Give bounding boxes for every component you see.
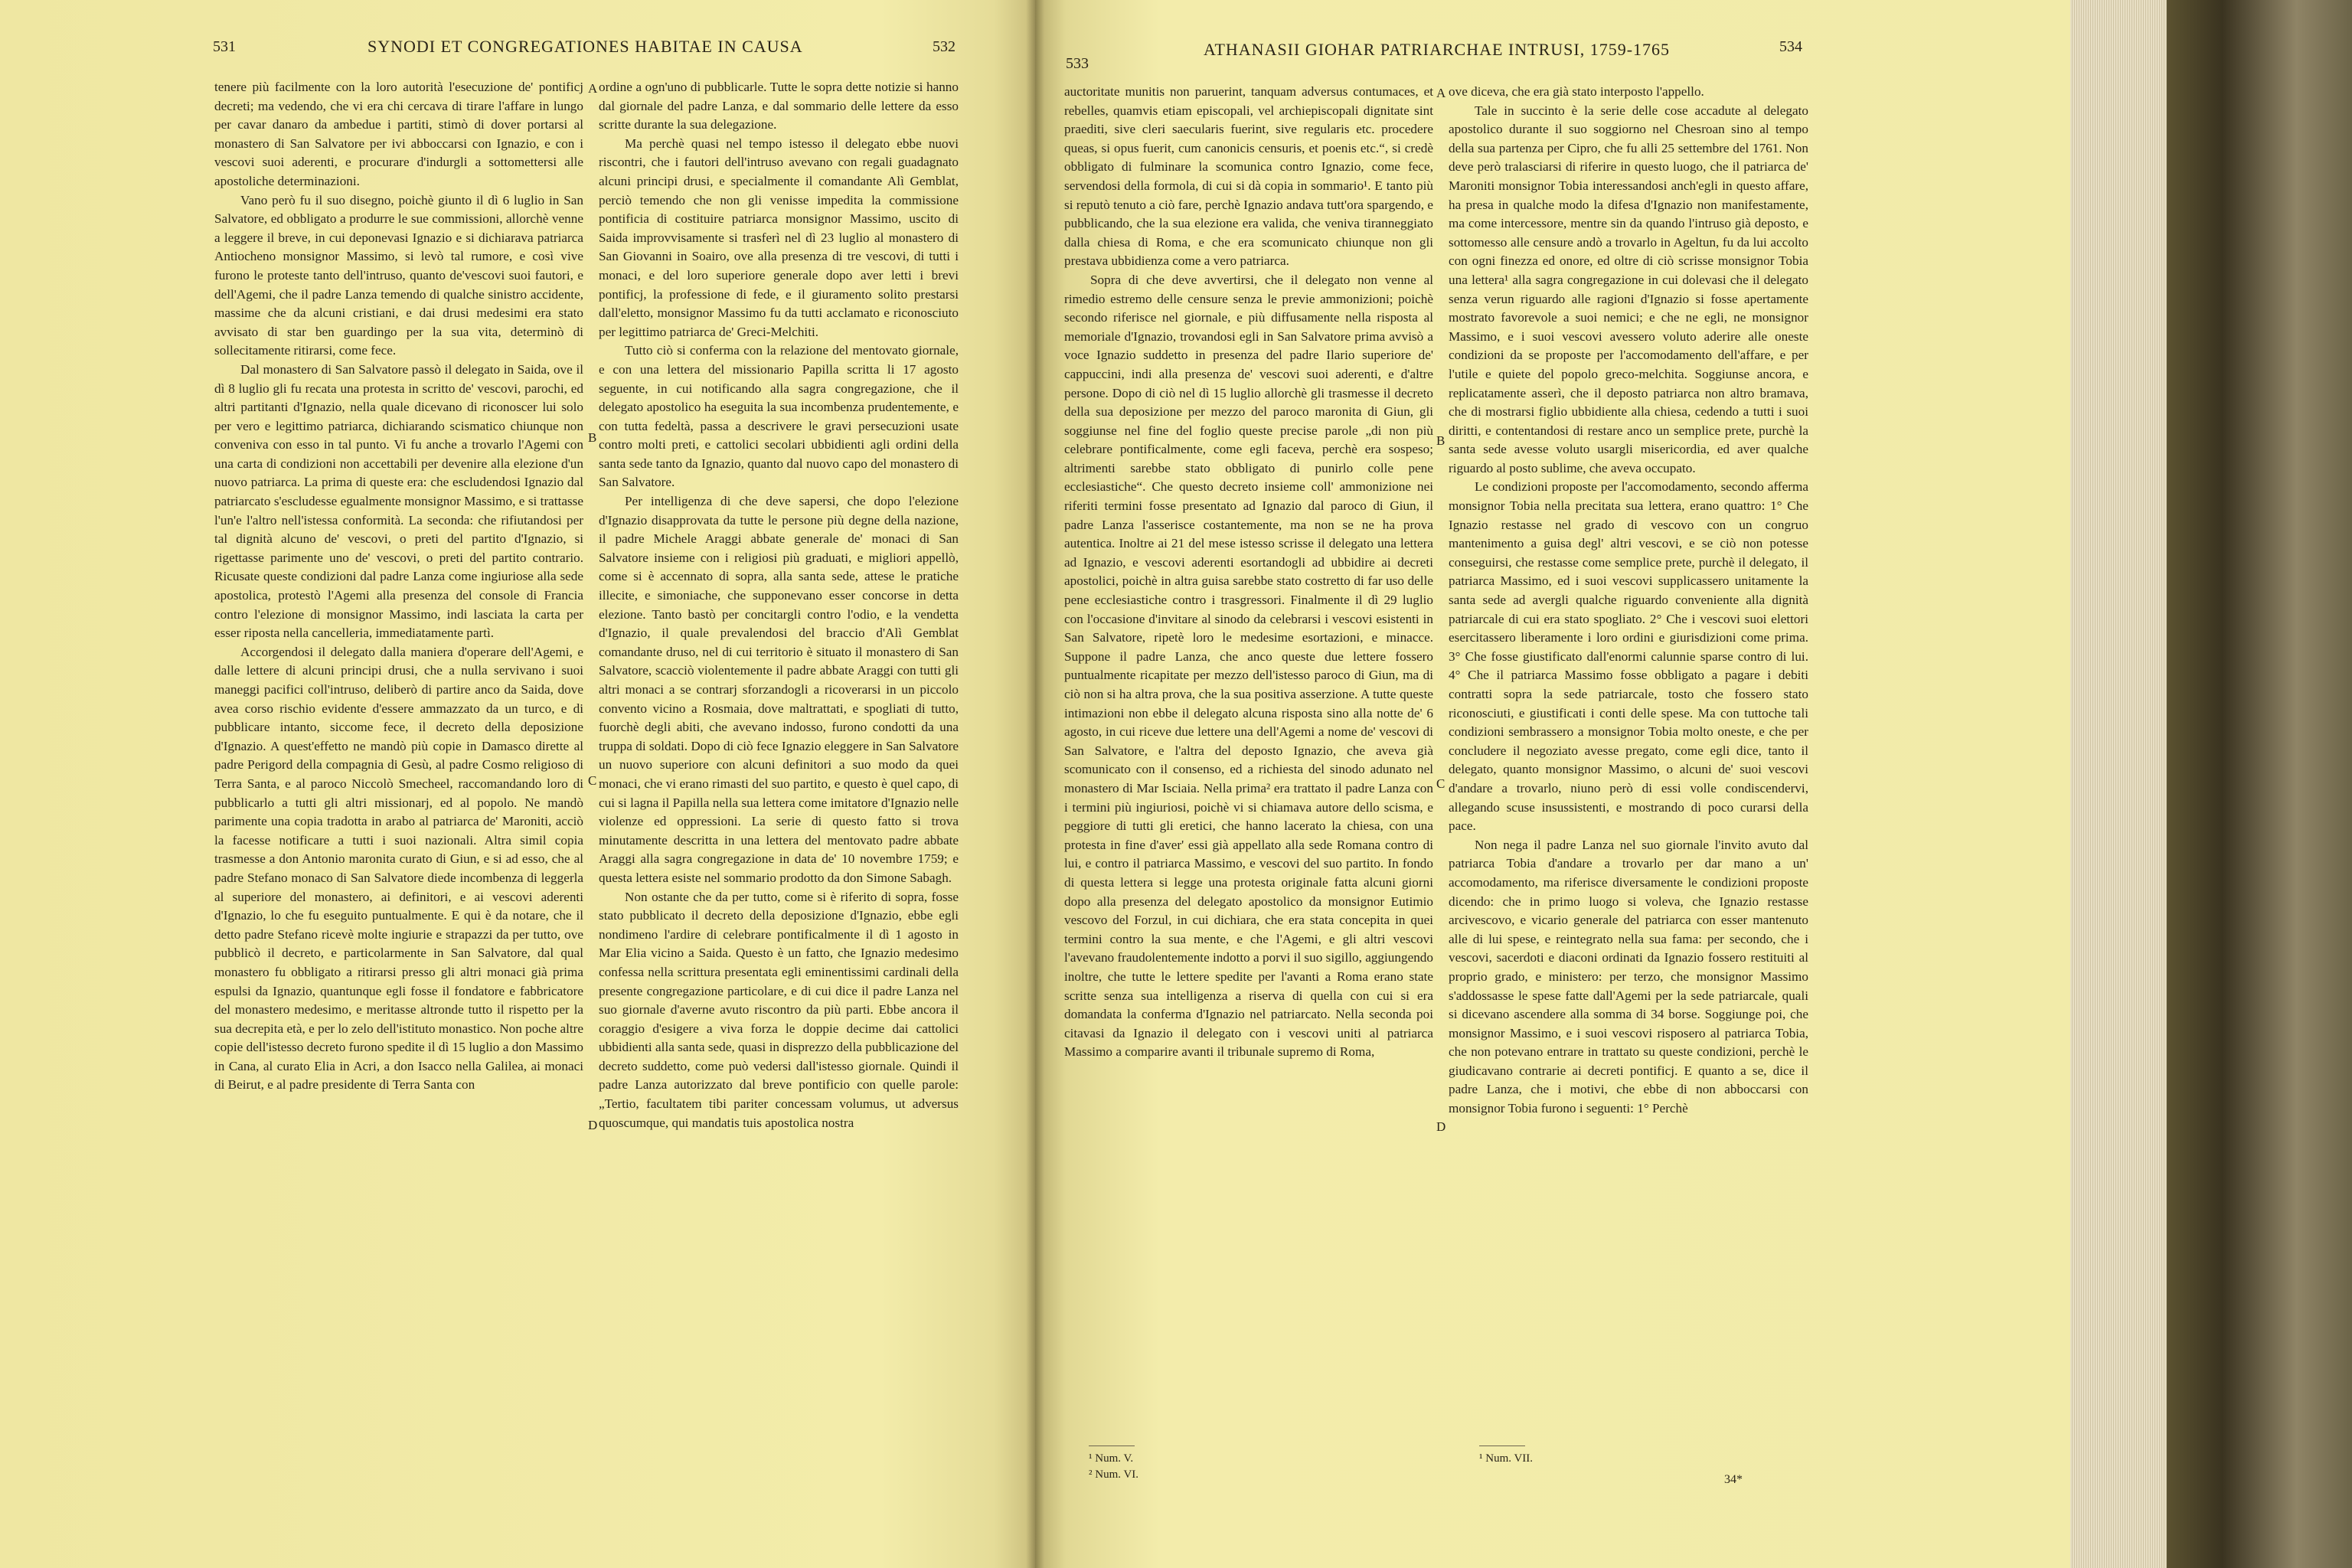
text-column-right-1 — [1064, 83, 1433, 1062]
margin-marker: C — [588, 773, 597, 788]
left-page — [0, 0, 1035, 1568]
margin-marker: B — [1436, 433, 1446, 448]
paragraph: Tale in succinto è la serie delle cose accadute al delegato apostolico durante il suo soggiorno nel Chesroan sino al tempo della sua partenza per Cipro, che fu alli 25 settembre del 1761. Non deve però tralasciarsi di riferire in questo luogo, che il patriarca de' Maroniti monsignor Tobia interessandosi anch'egli in questo affare, ha presa in qualche modo la difesa d'Ignazio non manifestamente, ma come intercessore, mentre sin da quando l'intruso già deposto, e sottomesso alle censure andò a trovarlo in Ageltun, fu da lui accolto con ogni finezza ed onore, ed oltre di ciò scrisse monsignor Tobia una lettera¹ alla sagra congregazione in cui dolevasi che il delegato senza verun riguardo alle ragioni d'Ignazio si fosse apertamente mostrato favorevole a suoi nemici; e che ne egli, ne monsignor Massimo, e i suoi vescovi avessero voluto aderire alle oneste condizioni da se proposte per l'accomodamento dell'affare, e per l'utile e quiete del popolo greco-melchita. Soggiunse ancora, e replicatamente asserì, che il deposto patriarca non altro bramava, che di mostrarsi figlio ubbidiente alla chiesa, cedendo a tutti i suoi diritti, e contentandosi di restare anco un semplice prete, purchè la santa sede avesse voluto usargli misericordia, ed aver qualche riguardo al posto sublime, che aveva occupato. — [1449, 103, 1808, 475]
page-number: 534 — [1779, 38, 1802, 55]
page-number: 531 — [213, 38, 236, 55]
text-column-left-2 — [599, 78, 959, 1132]
page-number: 532 — [933, 38, 956, 55]
margin-marker: D — [588, 1118, 598, 1132]
footnotes — [1479, 1446, 1533, 1467]
paragraph: tenere più facilmente con la loro autorità l'esecuzione de' pontificj decreti; ma vedendo, che vi era chi cercava di tirare l'affare in lungo per cavar danaro da ambedue i partiti, stimò di dover portarsi al monastero di San Salvatore per ivi abboccarsi con Ignazio, e con i vescovi suoi aderenti, e procurare d'indurgli a sottomettersi alle apostoliche determinazioni. — [214, 80, 583, 188]
running-head: SYNODI ET CONGREGATIONES HABITAE IN CAUSA — [368, 37, 803, 56]
background — [2167, 0, 2352, 1568]
text-column-left-1 — [214, 78, 583, 1095]
margin-marker: A — [588, 81, 598, 96]
paragraph: Per intelligenza di che deve sapersi, che dopo l'elezione d'Ignazio disapprovata da tutte le persone più degne della nazione, il padre Michele Araggi abbate generale de' monaci di San Salvatore insieme con i religiosi più graduati, e migliori appellò, come si è accennato di sopra, alla santa sede, attese le pratiche illecite, e simoniache, che supponevano esser concorse in detta elezione. Tanto bastò per concitargli contro l'odio, e la vendetta d'Ignazio, il quale prevalendosi del braccio d'Alì Gemblat comandante druso, nel di cui territorio è situato il monastero di San Salvatore, scacciò violentemente il padre abbate Araggi con tutti gli altri monaci a se contrarj sforzandogli a ricoverarsi in un piccolo convento vicino a Rosmaia, dove maltrattati, e spogliati di tutto, fuorchè degli abiti, che avevano indosso, furono condotti da una truppa di soldati. Dopo di ciò fece Ignazio eleggere in San Salvatore un nuovo superiore con alcuni definitori a suo modo da quei monaci, che vi erano rimasti del suo partito, e questo è quel capo, di cui si lagna il Papilla nella sua lettera come imitatore d'Ignazio nelle violenze ed oppressioni. La serie di questo fatto si trova minutamente descritta in una lettera del mentovato padre abbate Araggi alla sagra congregazione in data de' 10 novembre 1759; e questa lettera esiste nel sommario prodotto da don Simone Sabagh. — [599, 494, 959, 885]
paragraph: Ma perchè quasi nel tempo istesso il delegato ebbe nuovi riscontri, che i fautori dell'intruso avevano con regali guadagnato alcuni principi drusi, e specialmente il comandante Alì Gemblat, perciò temendo che non gli venisse impedita la commissione pontificia di costituire patriarca monsignor Massimo, uscito di Saida improvvisamente si trasferì nel dì 23 luglio al monastero di San Giovanni in Soairo, ove alla presenza di tre vescovi, di tutti i monaci, e del loro superiore generale dopo aver letti i brevi pontificj, la professione di fede, e il giuramento solito prestarsi dall'eletto, monsignor Massimo fu da tutti acclamato e riconosciuto per legittimo patriarca de' Greci-Melchiti. — [599, 136, 959, 339]
paragraph: auctoritate munitis non paruerint, tanquam adversus contumaces, et rebelles, quamvis etiam episcopali, vel archiepiscopali dignitate sint praediti, sive cleri saecularis fuerint, sive regularis etc. procedere queas, si opus fuerit, cum canonicis censuris, et poenis etc.“, si credè obbligato di fulminare la scomunica contro Ignazio, come fece, servendosi della formola, di cui si dà copia in sommario¹. E tanto più si reputò tenuto a ciò fare, perchè Ignazio andava tutt'ora spargendo, e pubblicando, che la sua elezione era valida, che veniva tiranneggiato dalla chiesa di Roma, e che era scomunicato chiunque non gli prestava ubbidienza come a vero patriarca. — [1064, 84, 1433, 269]
paragraph: Non nega il padre Lanza nel suo giornale l'invito avuto dal patriarca Tobia d'andare a trovarlo per dar mano a un' accomodamento, ma riferisce diversamente le condizioni proposte dicendo: che in primo luogo si voleva, che Ignazio restasse arcivescovo, e vicario generale del patriarca con esser mantenuto alle di lui spese, e reintegrato nella sua fama: per secondo, che i vescovi, sacerdoti e diaconi ordinati da Ignazio fossero restituiti al proprio grado, e ministero: per terzo, che monsignor Massimo s'addossasse le spese fatte dall'Agemi per la sede patriarcale, quali si dicevano ascendere alla somma di 34 borse. Soggiunge poi, che monsignor Massimo, e i suoi vescovi risposero al patriarca Tobia, che non potevano entrare in trattato su queste condizioni, perchè le giudicavano contrarie ai decreti pontificj. E quanto a se, dice il padre Lanza, che i motivi, che ebbe di non abboccarsi con monsignor Tobia furono i seguenti: 1° Perchè — [1449, 837, 1808, 1116]
paragraph: Non ostante che da per tutto, come si è riferito di sopra, fosse stato pubblicato il decreto della deposizione d'Ignazio, ebbe egli nondimeno l'ardire di celebrare pontificalmente il dì 1 agosto in Mar Elia vicino a Saida. Questo è un fatto, che Ignazio medesimo confessa nella scrittura presentata egli eminentissimi cardinali della presente congregazione particolare, e di cui dice il padre Lanza nel suo giornale d'averne avuto riscontro da più parti. Ebbe ancora il coraggio d'esigere a viva forza le doppie decime dai cattolici ubbidienti alla santa sede, quasi in disprezzo della pubblicazione del decreto suddetto, come può vedersi dall'istesso giornale. Quindi il padre Lanza autorizzato dal breve pontificio con quelle parole: „Tertio, facultatem tibi pariter concessam volumus, ut adversus quoscumque, qui mandatis tuis apostolica nostra — [599, 889, 959, 1130]
paragraph: Le condizioni proposte per l'accomodamento, secondo afferma monsignor Tobia nella precitata sua lettera, erano quattro: 1° Che Ignazio restasse nel grado di vescovo con un congruo mantenimento a guisa degl' altri vescovi, e se ciò non potesse conseguirsi, che restasse come semplice prete, purchè il delegato, il patriarca Massimo, ed i suoi vescovi supplicassero unitamente la santa sede ad avergli qualche riguardo conveniente alla dignità patriarcale di cui era stato spogliato. 2° Che i vescovi suoi elettori esercitassero liberamente i loro ordini e giurisdizioni come prima. 3° Che fosse giustificato dall'enormi calunnie sparse contro di lui. 4° Che il patriarca Massimo fosse obbligato a pagare i debiti contratti sopra la sede patriarcale, tosto che fossero stato riconosciuti, e giustificati i conti delle spese. Ma con tuttoche tali condizioni sembrassero a monsignor Tobia molto oneste, e che per concludere il negoziato avesse pregato, come egli dice, tanto il delegato, quanto monsignor Massimo, o alcuni de' suoi vescovi d'andare a trovarlo, niuno però di essi volle condiscendervi, allegando scuse insussistenti, e mostrando di poco curarsi della pace. — [1449, 479, 1808, 834]
paragraph: Sopra di che deve avvertirsi, che il delegato non venne al rimedio estremo delle censure senza le previe ammonizioni; poichè secondo riferisce nel giornale, e più diffusamente nella risposta al memoriale d'Ignazio, trovandosi egli in San Salvatore prima avvisò a voce Ignazio suddetto in presenza del padre Ilario superiore de' cappuccini, indi alla presenza de' vescovi suoi aderenti, e d'altre persone. Dopo di ciò nel dì 15 luglio allorchè gli trasmesse il decreto della sua deposizione per mezzo del paroco maronita di Giun, gli soggiunse nel fine del foglio queste precise parole „di non più celebrare pontificalmente, come egli faceva, perchè era sospeso; altrimenti sarebbe stato obbligato di punirlo colle pene ecclesiastiche“. Che questo decreto insieme coll' ammonizione nei riferiti termini fosse presentato ad Ignazio dal paroco di Giun, il padre Lanza l'asserisce costantemente, ma non se ne ha prova autentica. Inoltre ai 21 del mese istesso scrisse il delegato una lettera ad Ignazio, e vescovi aderenti esortandogli ad ubbidire ai decreti apostolici, poichè in altra guisa sarebbe stato costretto di far uso delle pene ecclesiastiche contro i trasgressori. Finalmente il dì 29 luglio con l'occasione d'invitare al sinodo da celebrarsi i vescovi esistenti in San Salvatore, ripetè loro le medesime esortazioni, e minacce. Suppone il padre Lanza, che anco queste due lettere fossero puntualmente ricapitate per mezzo dell'istesso paroco di Giun, ma di ciò non si ha altra prova, che la sua positiva asserzione. A tutte queste intimazioni non ebbe il delegato alcuna risposta sino alla notte de' 6 agosto, in cui riceve due lettere una dell'Agemi a nome de' vescovi di San Salvatore, e l'altra del deposto Ignazio, che aveva già scomunicato con il consenso, ed a richiesta del sinodo adunato nel monastero di Mar Isciaia. Nella prima² era trattato il padre Lanza con i termini più ingiuriosi, poichè vi si chiamava autore dello scisma, e peggiore di tutti gli eretici, che hanno lacerato la chiesa, con una protesta in fine d'aver' essi già appellato alla sede Romana contro di lui, e contro il patriarca Massimo, e vescovi del suo partito. In fondo di questa lettera si legge una protesta originale fatta alcuni giorni dopo alla presenza del delegato apostolico da monsignor Eutimio vescovo del Forzul, in cui dichiara, che era stata concepita in quei termini contro la sua mente, e che l'Agemi, e gli altri vescovi l'avevano fraudolentemente indotto a porvi il suo sigillo, aggiungendo inoltre, che tutte le lettere spedite per l'avanti a Roma erano state scritte senza sua intelligenza a riserva di quella con cui si era domandata la conferma d'Ignazio nel patriarcato. Nella seconda poi citavasi da Ignazio il delegato con i vescovi uniti al patriarca Massimo a comparire avanti il tribunale supremo di Roma, — [1064, 272, 1433, 1060]
margin-marker: D — [1436, 1119, 1446, 1134]
signature-mark: 34* — [1724, 1473, 1743, 1486]
paragraph: Accorgendosi il delegato dalla maniera d'operare dell'Agemi, e dalle lettere di alcuni principi drusi, che a nulla servivano i suoi maneggi pacifici coll'intruso, deliberò di partire anco da Saida, dove avea corso rischio evidente d'essere ammazzato da un turco, e di pubblicare intanto, siccome fece, il decreto della deposizione d'Ignazio. A quest'effetto ne mandò più copie in Damasco dirette al padre Perigord della compagnia di Gesù, al padre Cosmo religioso di Terra Santa, e al paroco Niccolò Smecheel, raccomandando loro di pubblicarlo a tutti gli altri missionarj, ed al popolo. Ne mandò parimente una copia tradotta in arabo al patriarca de' Maroniti, acciò la facesse notificare a tutti i suoi nazionali. Altra simil copia trasmesse a don Antonio maronita curato di Giun, e si ad esso, che al padre Stefano monaco di San Salvatore diede incombenza di leggerla al superiore del monastero, ai definitori, e ai vescovi aderenti d'Ignazio, lo che fu eseguito puntualmente. E qui è da notare, che il detto padre Stefano ricevè molte ingiurie e strapazzi da per tutto, ove pubblicò il decreto, e particolarmente in San Salvatore, dal qual monastero fu obbligato a ritirarsi presso gli altri monaci già prima espulsi da Ignazio, quantunque egli fosse il fondatore e fabbricatore del monastero medesimo, e meritasse altronde tutto il rispetto per la sua decrepita età, e per lo zelo dell'istituto monastico. Non poche altre copie dell'istesso decreto furono spedite il dì 15 luglio a don Massimo in Cana, al curato Elia in Acri, a don Isacco nella Galilea, ai monaci di Beirut, e al padre presidente di Terra Santa con — [214, 644, 583, 1093]
paragraph: Vano però fu il suo disegno, poichè giunto il dì 6 luglio in San Salvatore, ed obbligato a produrre le sue commissioni, allorchè venne a leggere il breve, in cui deponevasi Ignazio e si dichiarava patriarca Antiocheno monsignor Massimo, si levò tal rumore, e così vive furono le proteste tanto dell'intruso, quanto de'vescovi suoi fautori, e dell'Agemi, che il padre Lanza temendo di qualche sinistro accidente, massime che da alcuni cristiani, e dai drusi medesimi era stato avvisato di star ben guardingo per la sua vita, determinò di sollecitamente ritirarsi, come fece. — [214, 192, 583, 358]
page-edges — [2070, 0, 2167, 1568]
paragraph: ordine a ogn'uno di pubblicarle. Tutte le sopra dette notizie si hanno dal giornale del padre Lanza, e dal sommario delle lettere da esso scritte durante la sua delegazione. — [599, 80, 959, 132]
paragraph: Tutto ciò si conferma con la relazione del mentovato giornale, e con una lettera del missionario Papilla scritta li 17 agosto seguente, in cui notificando alla sagra congregazione, che il delegato apostolico ha eseguita la sua incombenza prudentemente, e con tutta fedeltà, passa a descrivere le gravi persecuzioni usate contro molti preti, e cattolici secolari ubbidienti agli ordini della santa sede tanto da Ignazio, quanto dal nuovo capo del monastero di San Salvatore. — [599, 343, 959, 490]
text-column-right-2 — [1449, 83, 1808, 1119]
right-page — [1035, 0, 2070, 1568]
book-gutter — [1026, 0, 1044, 1568]
margin-marker: C — [1436, 776, 1446, 791]
footnote: ¹ Num. V. — [1089, 1452, 1134, 1465]
page-number: 533 — [1066, 55, 1089, 72]
margin-marker: B — [588, 430, 597, 445]
footnote: ² Num. VI. — [1089, 1468, 1139, 1481]
margin-marker: A — [1436, 86, 1446, 100]
running-head: ATHANASII GIOHAR PATRIARCHAE INTRUSI, 1759-1765 — [1204, 40, 1671, 59]
footnotes — [1089, 1446, 1138, 1483]
footnote: ¹ Num. VII. — [1479, 1452, 1534, 1465]
paragraph: Dal monastero di San Salvatore passò il delegato in Saida, ove il dì 8 luglio gli fu recata una protesta in scritto de' vescovi, parochi, ed altri partitanti d'Ignazio, nella quale dicevano di riconoscer lui solo per vero e legittimo patriarca, dichiarando scismatico chiunque non conveniva con esso in tal punto. Vi fu anche a trovarlo l'Agemi con una carta di condizioni non accettabili per devenire alla elezione d'un nuovo patriarca. La prima di queste era: che escludendosi Ignazio dal patriarcato s'escludesse egualmente monsignor Massimo, e si trattasse l'un'e l'altro nell'istessa conformità. La seconda: che rifiutandosi per tal dignità alcuno de' vescovi, o preti del partito d'Ignazio, si rigettasse parimente uno de' vescovi, o preti del partito contrario. Ricusate queste condizioni dal padre Lanza come ingiuriose alla sede apostolica, protestò l'Agemi alla presenza del console di Francia contro l'elezione di monsignor Massimo, indi lasciata la carta per esser riposta nella cancelleria, immediatamente partì. — [214, 361, 583, 641]
paragraph: ove diceva, che era già stato interposto l'appello. — [1449, 84, 1704, 99]
